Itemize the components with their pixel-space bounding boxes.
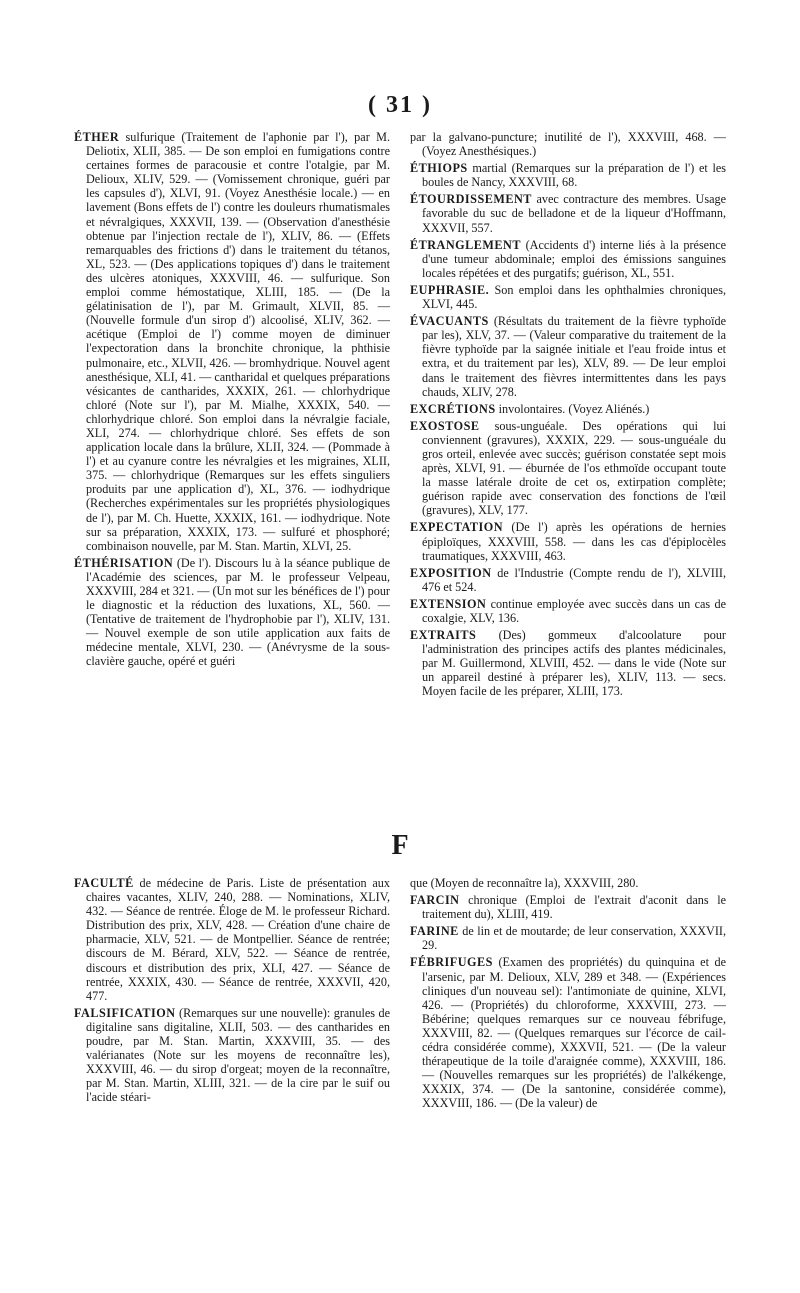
index-entry xyxy=(410,402,726,416)
entry-text: chronique (Emploi de l'extrait d'aconit dans le traitement du), XLIII, 419. xyxy=(422,893,727,922)
index-entry xyxy=(74,556,390,669)
columns-f-section xyxy=(74,876,726,1114)
entry-headword: ÉTHIOPS xyxy=(410,161,468,176)
entry-headword: ÉVACUANTS xyxy=(410,314,489,329)
index-entry xyxy=(410,876,726,890)
index-entry xyxy=(410,566,726,594)
entry-text: sous-unguéale. Des opérations qui lui conviennent (gravures), XXXIX, 229. — sous-unguéale du gros orteil, enlevée avec succès; guérison constatée sept mois après, XLVI, 91. — éburnée de l'os ethmoïde occupant toute la masse latérale droite de cet os, extirpation complète; guérison rapide avec conservation des fonctions de l'œil (gravures), XLV, 177. xyxy=(422,418,727,518)
entry-text: de lin et de moutarde; de leur conservation, XXXVII, 29. xyxy=(422,924,727,953)
entry-headword: ÉTHÉRISATION xyxy=(74,555,174,570)
entry-headword: FARCIN xyxy=(410,893,460,908)
index-entry xyxy=(74,876,390,1003)
index-entry xyxy=(410,924,726,952)
entry-headword: EXPECTATION xyxy=(410,520,504,535)
index-entry xyxy=(410,161,726,189)
entry-headword: ÉTHER xyxy=(74,130,120,144)
entry-text: sulfurique (Traitement de l'aphonie par l'), par M. Deliotix, XLII, 385. — De son emploi en fumigations contre certaines formes de paracousie et contre l'otalgie, par M. Delioux, XLIV, 529. — (Vomissement chronique, guéri par les capsules d'), XLVI, 91. (Voyez Anesthésie locale.) — en lavement (Bons effets de l') contre les douleurs rhumatismales et névralgiques, XXXVII, 139. — (Observation d'anesthésie obtenue par l'injection rectale de l'), XLIV, 86. — (Effets remarquables des frictions d') dans le traitement du tétanos, XL, 523. — (Des applications topiques d') dans le traitement des ulcères atoniques, XXXVIII, 46. — sulfurique. Son emploi comme hémostatique, XLIII, 185. — (De la gélatinisation de l'), par M. Grimault, XLVII, 85. — (Nouvelle formule d'un sirop d') alcoolisé, XLIV, 362. — acétique (Emploi de l') comme moyen de diminuer l'expectoration dans la bronchite chronique, la phthisie pulmonaire, etc., XLVII, 426. — bromhydrique. Nouvel agent anesthésique, XLI, 41. — cantharidal et quelques préparations vésicantes de cantharides, XXXIX, 261. — chlorhydrique chloré (Note sur l'), par M. Mialhe, XXXIX, 540. — chlorhydrique chloré. Son emploi dans la névralgie faciale, XLI, 274. — chlorhydrique chloré. Ses effets de son application locale dans la brûlure, XLII, 324. — (Pommade à l') et au cyanure contre les névralgies et les migraines, XLII, 375. — chlorhydrique (Remarques sur les effets singuliers produits par une application d'), XL, 376. — iodhydrique (Recherches expérimentales sur les propriétés physiologiques de l'), par M. Ch. Huette, XXXIX, 161. — iodhydrique. Note sur sa préparation, XXXIX, 173. — sulfuré et phosphoré; combinaison nouvelle, par M. Stan. Martin, XLVI, 25. xyxy=(86,130,390,553)
entry-headword: EUPHRASIE. xyxy=(410,282,490,297)
index-entry xyxy=(410,520,726,562)
entry-text: (Des) gommeux d'alcoolature pour l'administration des principes actifs des plantes médicinales, par M. Guillermond, XLVIII, 452. — dans le vide (Note sur un appareil destiné à préparer les), XLIV, 113. — secs. Moyen facile de les préparer, XLIII, 173. xyxy=(422,628,726,699)
entry-text: (Résultats du traitement de la fièvre typhoïde par les), XLV, 37. — (Valeur comparative du traitement de la fièvre typhoïde par la saignée initiale et l'eau froide intus et extra, et du traitement par les), XLV, 89. — De leur emploi dans le traitement des fièvres intermittentes dans les pays chauds, XLIV, 278. xyxy=(422,314,727,399)
column-left xyxy=(74,130,390,702)
entry-headword: EXTRAITS xyxy=(410,628,477,643)
entry-headword: FÉBRIFUGES xyxy=(410,955,493,970)
column-right xyxy=(410,876,726,1114)
index-entry xyxy=(410,597,726,625)
index-entry xyxy=(410,238,726,280)
entry-text: de médecine de Paris. Liste de présentation aux chaires vacantes, XLIV, 240, 288. — Nominations, XLIV, 432. — Séance de rentrée. Éloge de M. le professeur Richard. Distribution des prix, XLV, 428. — Création d'une chaire de pharmacie, XLV, 521. — de Montpellier. Séance de rentrée; discours de M. Bérard, XLV, 522. — Séance de rentrée, discours et distribution des prix, XLI, 427. — Séance de rentrée, XXXIX, 430. — Séance de rentrée, XXXVII, 420, 477. xyxy=(86,876,390,1003)
column-left xyxy=(74,876,390,1114)
entry-text: de l'Industrie (Compte rendu de l'), XLVIII, 476 et 524. xyxy=(422,565,726,594)
column-right xyxy=(410,130,726,702)
index-entry xyxy=(410,192,726,234)
entry-headword: EXOSTOSE xyxy=(410,418,480,433)
index-entry xyxy=(410,283,726,311)
index-entry xyxy=(410,893,726,921)
entry-text: que (Moyen de reconnaître la), XXXVIII, 280. xyxy=(410,876,639,890)
entry-text: (Remarques sur une nouvelle): granules de digitaline sans digitaline, XLII, 503. — des cantharides en poudre, par M. Stan. Martin, XXXVIII, 35. — des valérianates (Note sur les moyens de reconnaître les), XXXVIII, 46. — du sirop d'orgeat; moyen de la reconnaître, par M. Stan. Martin, XLIII, 321. — de la cire par le suif ou l'acide stéari- xyxy=(86,1005,391,1105)
entry-text: par la galvano-puncture; inutilité de l'), XXXVIII, 468. — (Voyez Anesthésiques.) xyxy=(410,130,726,159)
entry-headword: EXTENSION xyxy=(410,596,487,611)
entry-headword: ÉTRANGLEMENT xyxy=(410,237,521,252)
entry-text: (De l'). Discours lu à la séance publique de l'Académie des sciences, par M. le professeur Velpeau, XXXVIII, 284 et 321. — (Un mot sur les bénéfices de l') pour le diagnostic et la réduction des luxations, XL, 560. — (Tentative de traitement de l'hydrophobie par l'), XLIV, 131. — Nouvel exemple de son utile application aux faits de médecine mentale, XLVI, 230. — (Anévrysme de la sous-clavière gauche, opéré et guéri xyxy=(86,555,390,669)
entry-text: martial (Remarques sur la préparation de l') et les boules de Nancy, XXXVIII, 68. xyxy=(422,161,727,190)
page-number: ( 31 ) xyxy=(368,92,432,118)
entry-headword: FACULTÉ xyxy=(74,876,134,890)
entry-headword: ÉTOURDISSEMENT xyxy=(410,192,532,207)
entry-text: (Accidents d') interne liés à la présence d'une tumeur abdominale; emploi des émissions sanguines locales répétées et des purgatifs; guérison, XL, 551. xyxy=(422,237,727,280)
index-entry xyxy=(410,955,726,1110)
columns-e-section xyxy=(74,130,726,702)
entry-text: Son emploi dans les ophthalmies chroniques, XLVI, 445. xyxy=(422,282,726,312)
entry-text: (De l') après les opérations de hernies épiploïques, XXXVIII, 558. — dans les cas d'épiplocèles traumatiques, XXXVIII, 463. xyxy=(422,520,726,563)
entry-text: involontaires. (Voyez Aliénés.) xyxy=(498,401,650,416)
index-entry xyxy=(74,1006,390,1105)
index-entry xyxy=(74,130,390,553)
entry-headword: EXCRÉTIONS xyxy=(410,401,496,416)
entry-text: (Examen des propriétés) du quinquina et de l'arsenic, par M. Delioux, XLV, 289 et 348. — (Expériences cliniques d'un nouveau sel): l'antimoniate de quinine, XLVI, 426. — (Propriétés) du chloroforme, XXXVIII, 273. — Bébérine; quelques remarques sur ce nouveau fébrifuge, XXXVIII, 82. — (Quelques remarques sur l'écorce de cail-cédra considérée comme), XXXVII, 521. — (De la valeur thérapeutique de la toile d'araignée comme), XXXVIII, 186. — (Nouvelles remarques sur les propriétés) de l'alkékenge, XXXIX, 374. — (De la santonine, considérée comme), XXXVIII, 186. — (De la valeur) de xyxy=(422,955,727,1111)
entry-headword: FALSIFICATION xyxy=(74,1005,176,1020)
index-entry xyxy=(410,419,726,518)
entry-text: avec contracture des membres. Usage favorable du suc de belladone et de la liqueur d'Hoffmann, XXXVII, 557. xyxy=(422,192,727,235)
section-letter: F xyxy=(391,830,409,861)
index-entry xyxy=(410,628,726,698)
entry-text: continue employée avec succès dans un cas de coxalgie, XLV, 136. xyxy=(422,596,726,625)
index-entry xyxy=(410,130,726,158)
index-entry xyxy=(410,314,726,399)
entry-headword: EXPOSITION xyxy=(410,565,492,580)
entry-headword: FARINE xyxy=(410,924,459,939)
